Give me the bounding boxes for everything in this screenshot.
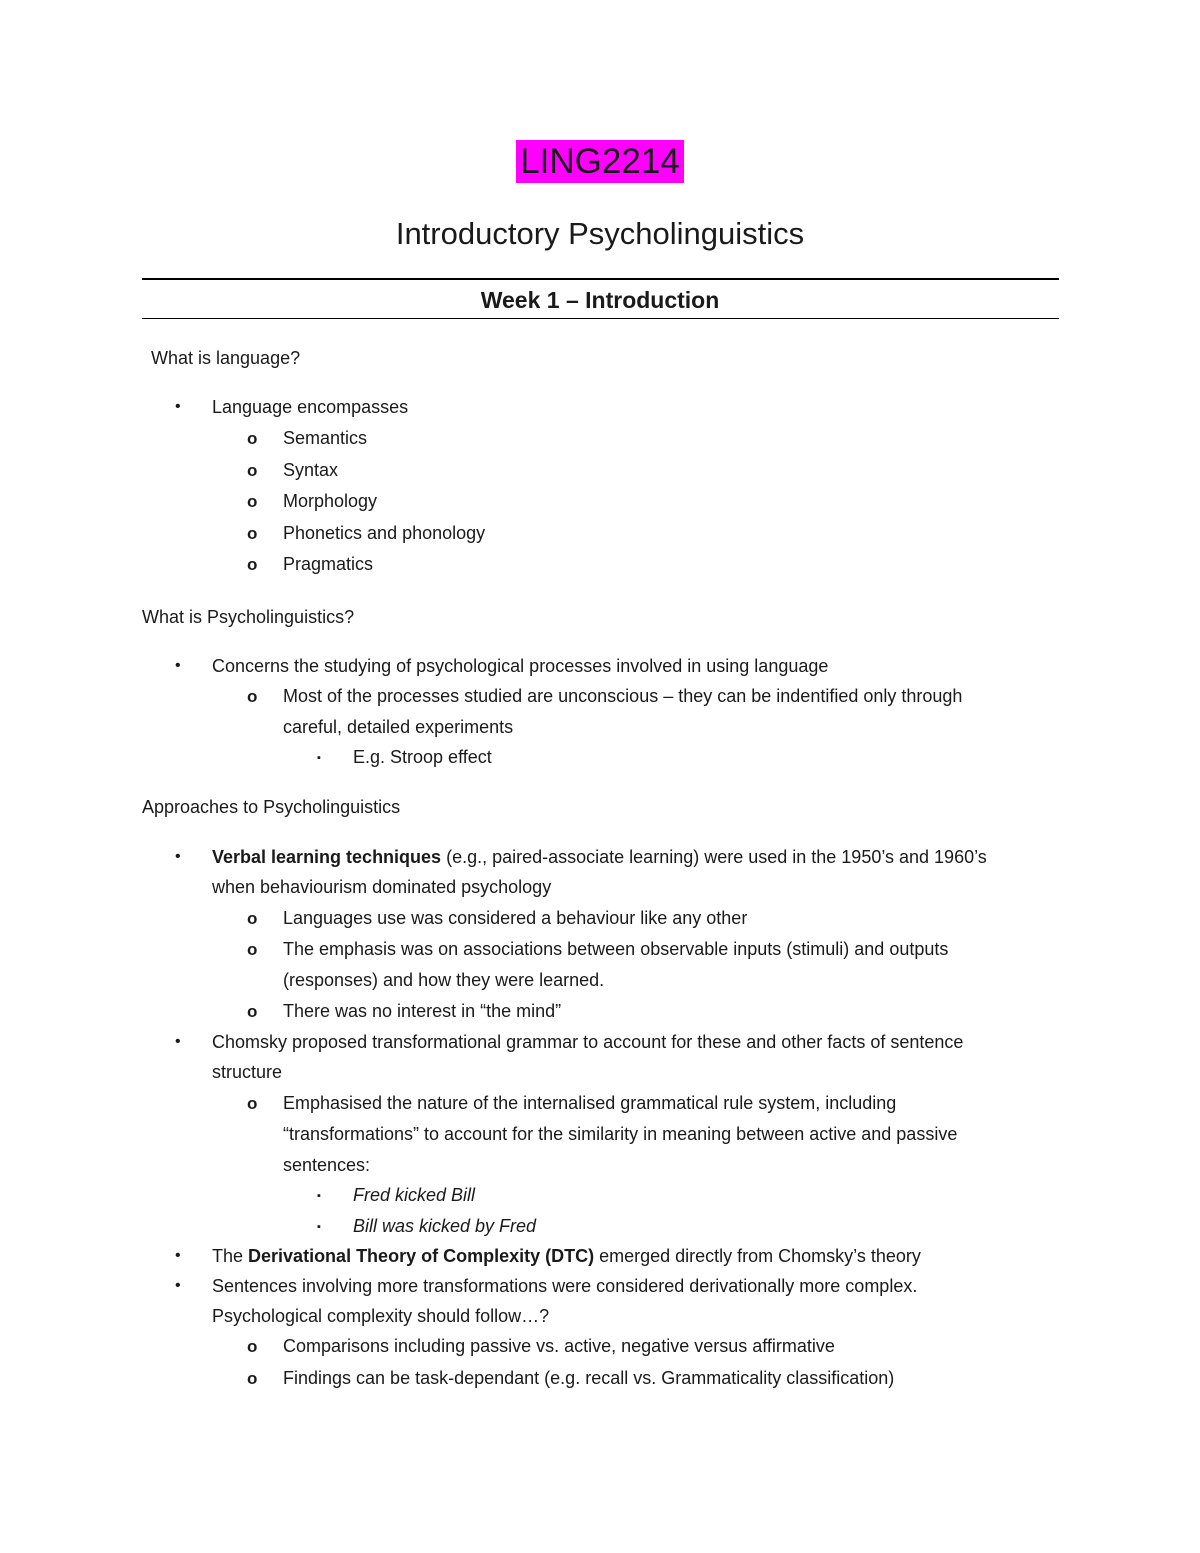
bullet-icon: • xyxy=(175,657,181,674)
list-item: Languages use was considered a behaviour like any other xyxy=(283,908,748,928)
list-item: Emphasised the nature of the internalised grammatical rule system, including xyxy=(283,1093,897,1113)
bullet-icon: • xyxy=(175,398,181,415)
week-heading: Week 1 – Introduction xyxy=(480,287,720,313)
circle-bullet-icon: o xyxy=(247,940,258,959)
square-bullet-icon: ▪ xyxy=(317,752,321,764)
course-code-text: LING2214 xyxy=(516,140,684,183)
list-item: Language encompasses xyxy=(212,397,409,417)
course-title: Introductory Psycholinguistics xyxy=(395,216,805,251)
list-item: Most of the processes studied are unconscious – they can be indentified only through xyxy=(283,686,963,706)
list-item xyxy=(212,1244,921,1268)
list-item-continuation: “transformations” to account for the similarity in meaning between active and passive xyxy=(283,1124,958,1144)
italic-example: Bill was kicked by Fred xyxy=(353,1216,537,1236)
list-item-continuation: Psychological complexity should follow…? xyxy=(212,1306,550,1326)
section-heading-approaches: Approaches to Psycholinguistics xyxy=(142,797,401,817)
circle-bullet-icon: o xyxy=(247,429,258,448)
section-heading-language: What is language? xyxy=(151,348,301,368)
item-text: (e.g., paired-associate learning) were used in the 1950’s and 1960’s xyxy=(441,847,987,867)
list-item-continuation: (responses) and how they were learned. xyxy=(283,970,605,990)
section-heading-psycholinguistics: What is Psycholinguistics? xyxy=(142,607,355,627)
bullet-icon: • xyxy=(175,1277,181,1294)
item-text: emerged directly from Chomsky’s theory xyxy=(594,1246,921,1266)
bullet-icon: • xyxy=(175,1247,181,1264)
circle-bullet-icon: o xyxy=(247,1094,258,1113)
course-code xyxy=(0,140,1200,184)
bold-term: Verbal learning techniques xyxy=(212,847,442,867)
list-item: Sentences involving more transformations were considered derivationally more complex. xyxy=(212,1276,918,1296)
bullet-icon: • xyxy=(175,848,181,865)
example-sentence xyxy=(353,1214,536,1238)
list-item-continuation: when behaviourism dominated psychology xyxy=(212,877,552,897)
list-item-continuation: structure xyxy=(212,1062,283,1082)
circle-bullet-icon: o xyxy=(247,492,258,511)
bottom-rule xyxy=(142,318,1059,319)
list-item: The emphasis was on associations between observable inputs (stimuli) and outputs xyxy=(283,939,949,959)
circle-bullet-icon: o xyxy=(247,909,258,928)
list-item: Pragmatics xyxy=(283,554,374,574)
list-item xyxy=(212,845,987,869)
italic-example: Fred kicked Bill xyxy=(353,1185,476,1205)
list-item: Comparisons including passive vs. active, negative versus affirmative xyxy=(283,1336,835,1356)
circle-bullet-icon: o xyxy=(247,1369,258,1388)
list-item: Findings can be task-dependant (e.g. recall vs. Grammaticality classification) xyxy=(283,1368,895,1388)
top-rule xyxy=(142,278,1059,280)
list-item-continuation: sentences: xyxy=(283,1155,371,1175)
list-item: Phonetics and phonology xyxy=(283,523,486,543)
circle-bullet-icon: o xyxy=(247,461,258,480)
item-text: The xyxy=(212,1246,249,1266)
example-sentence xyxy=(353,1183,475,1207)
list-item: There was no interest in “the mind” xyxy=(283,1001,562,1021)
circle-bullet-icon: o xyxy=(247,1337,258,1356)
list-item: Morphology xyxy=(283,491,378,511)
circle-bullet-icon: o xyxy=(247,687,258,706)
square-bullet-icon: ▪ xyxy=(317,1221,321,1233)
list-item: E.g. Stroop effect xyxy=(353,747,492,767)
circle-bullet-icon: o xyxy=(247,524,258,543)
bullet-icon: • xyxy=(175,1033,181,1050)
list-item-continuation: careful, detailed experiments xyxy=(283,717,514,737)
bold-term: Derivational Theory of Complexity (DTC) xyxy=(248,1246,595,1266)
square-bullet-icon: ▪ xyxy=(317,1190,321,1202)
circle-bullet-icon: o xyxy=(247,555,258,574)
list-item: Chomsky proposed transformational grammar to account for these and other facts of sentence xyxy=(212,1032,964,1052)
circle-bullet-icon: o xyxy=(247,1002,258,1021)
list-item: Syntax xyxy=(283,460,339,480)
list-item: Semantics xyxy=(283,428,368,448)
list-item: Concerns the studying of psychological processes involved in using language xyxy=(212,656,829,676)
